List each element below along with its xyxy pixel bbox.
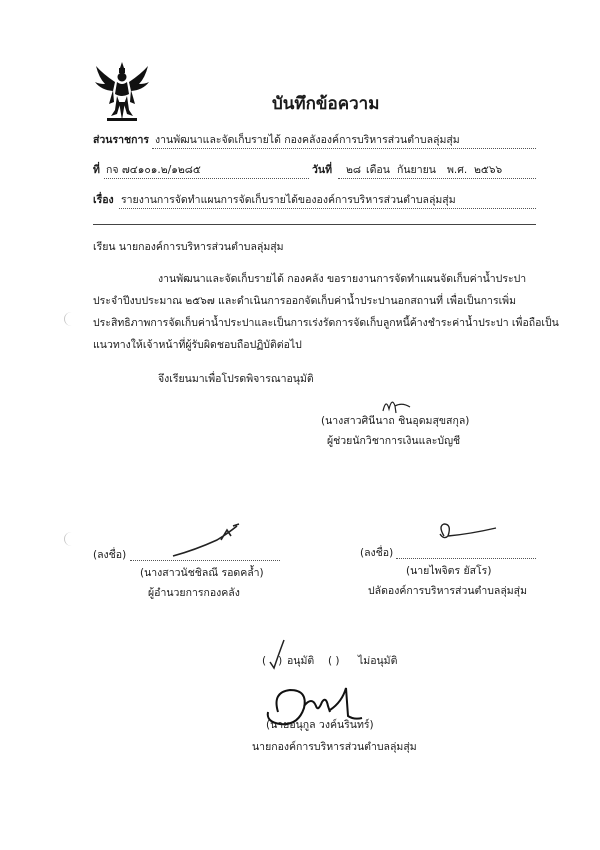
director-position: ผู้อำนวยการกองคลัง — [148, 587, 240, 599]
officer-signature — [380, 394, 416, 416]
date-label: วันที่ — [312, 164, 332, 176]
deputy-signature — [430, 518, 500, 548]
closing-sentence: จึงเรียนมาเพื่อโปรดพิจารณาอนุมัติ — [158, 373, 314, 385]
approve-label: อนุมัติ — [287, 655, 315, 667]
punch-hole-bottom — [64, 532, 79, 546]
reference-value: กจ ๗๔๑๐๑.๒/๑๒๘๕ — [106, 164, 201, 176]
reject-checkbox: ( ) — [328, 655, 340, 667]
date-month: กันยายน — [397, 164, 436, 176]
reject-label: ไม่อนุมัติ — [358, 655, 398, 667]
memo-title: บันทึกข้อความ — [272, 94, 380, 114]
department-value: งานพัฒนาและจัดเก็บรายได้ กองคลังองค์การบริหารส่วนตำบลลุ่มสุ่ม — [155, 134, 460, 146]
subject-value: รายงานการจัดทำแผนการจัดเก็บรายได้ขององค์การบริหารส่วนตำบลลุ่มสุ่ม — [121, 194, 456, 206]
paragraph-line-4: แนวทางให้เจ้าหน้าที่ผู้รับผิดชอบถือปฏิบัติต่อไป — [93, 339, 302, 351]
mayor-name: (นายอนุกูล วงค์นรินทร์) — [266, 719, 374, 731]
date-year: ๒๕๖๖ — [474, 164, 503, 176]
deputy-signature-line — [396, 558, 536, 559]
subject-label: เรื่อง — [93, 194, 114, 206]
paragraph-line-2: ประจำปีงบประมาณ ๒๕๖๗ และดำเนินการออกจัดเก็บค่าน้ำประปานอกสถานที่ เพื่อเป็นการเพิ่ม — [93, 295, 517, 307]
director-name: (นางสาวนัชชิลณี รอดคล้ำ) — [140, 567, 264, 579]
date-dotted-line — [338, 178, 536, 179]
punch-hole-top — [64, 312, 79, 326]
year-label: พ.ศ. — [447, 164, 468, 176]
department-label: ส่วนราชการ — [93, 134, 150, 146]
month-label: เดือน — [366, 164, 390, 176]
date-day: ๒๘ — [346, 164, 362, 176]
approve-close-paren: ) — [278, 655, 283, 667]
officer-position: ผู้ช่วยนักวิชาการเงินและบัญชี — [327, 435, 461, 447]
approve-checkmark-icon — [266, 636, 288, 670]
officer-name: (นางสาวศินีนาถ ชินอุดมสุขสกุล) — [321, 415, 470, 427]
deputy-sign-label: (ลงชื่อ) — [360, 547, 394, 559]
subject-dotted-line — [119, 208, 536, 209]
paragraph-line-1: งานพัฒนาและจัดเก็บรายได้ กองคลัง ขอรายงานการจัดทำแผนจัดเก็บค่าน้ำประปา — [158, 273, 527, 285]
reference-label: ที่ — [93, 164, 100, 176]
approve-open-paren: ( — [262, 655, 267, 667]
deputy-position: ปลัดองค์การบริหารส่วนตำบลลุ่มสุ่ม — [368, 585, 528, 597]
deputy-name: (นายไพจิตร ยัสโร) — [406, 565, 492, 577]
header-separator — [93, 224, 536, 225]
department-dotted-line — [152, 148, 536, 149]
director-signature-line — [130, 560, 280, 561]
paragraph-line-3: ประสิทธิภาพการจัดเก็บค่าน้ำประปาและเป็นการเร่งรัดการจัดเก็บลูกหนี้ค้างชำระค่าน้ำประปา เพื่อถือเป็น — [93, 317, 559, 329]
reference-dotted-line — [104, 178, 309, 179]
salutation: เรียน นายกองค์การบริหารส่วนตำบลลุ่มสุ่ม — [93, 241, 284, 253]
director-sign-label: (ลงชื่อ) — [93, 549, 127, 561]
garuda-emblem-icon — [93, 60, 151, 124]
director-signature — [165, 520, 245, 560]
mayor-position: นายกองค์การบริหารส่วนตำบลลุ่มสุ่ม — [252, 741, 417, 753]
